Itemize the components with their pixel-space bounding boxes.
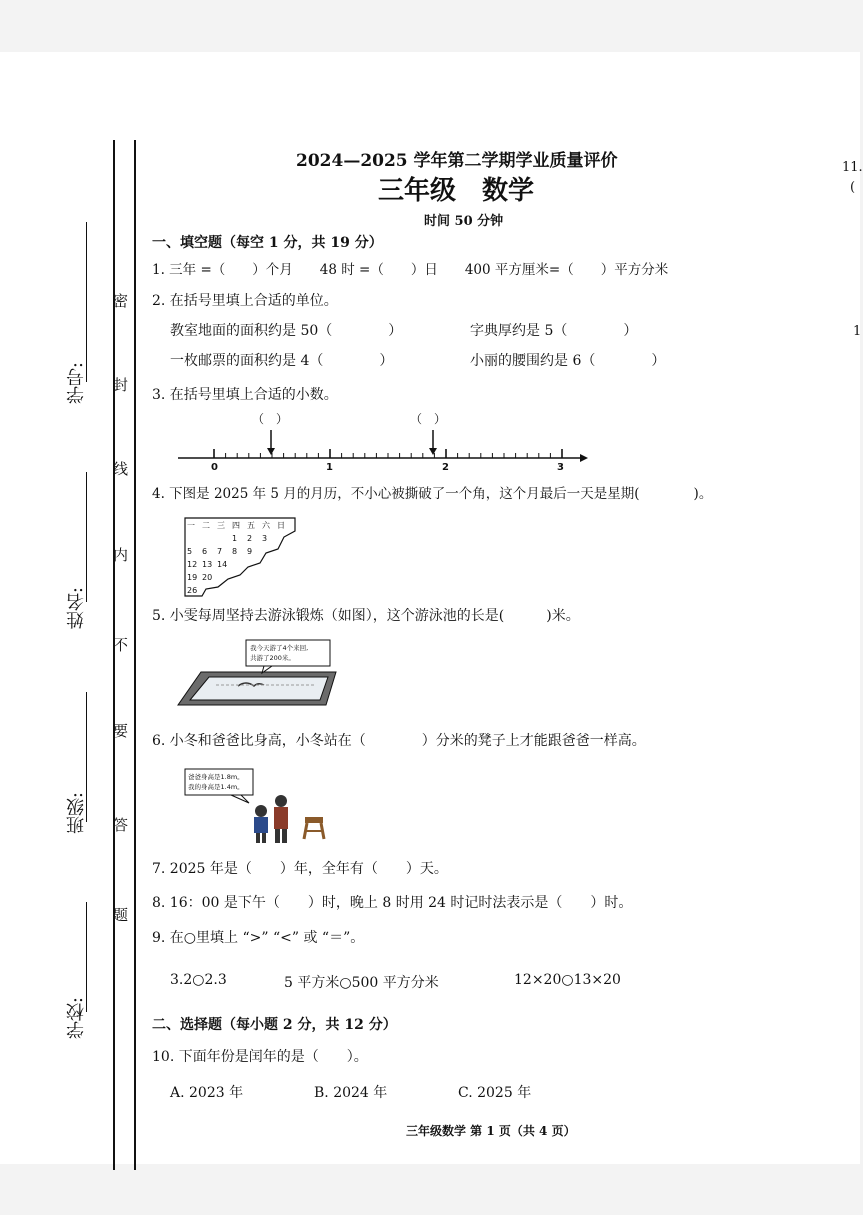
number-line-label-3: 3: [557, 462, 564, 473]
margin-rule-inner: [134, 140, 136, 1170]
pool-speech-line-2: 共游了200米。: [250, 654, 295, 662]
question-7: 7. 2025 年是（ ）年，全年有（ ）天。: [152, 861, 448, 877]
question-5: 5. 小雯每周坚持去游泳锻炼（如图），这个游泳池的长是( )米。: [152, 608, 580, 624]
calendar-day: 1: [232, 534, 238, 543]
seal-char: 答: [113, 816, 129, 834]
calendar-weekday: 二: [202, 521, 210, 530]
calendar-day: 8: [232, 547, 238, 556]
height-speech-line-1: 爸爸身高是1.8m。: [188, 773, 244, 781]
calendar-day: 13: [202, 560, 213, 569]
question-8: 8. 16：00 是下午（ ）时，晚上 8 时用 24 时记时法表示是（ ）时。: [152, 895, 633, 911]
edge-text-paren: (: [850, 180, 856, 195]
question-4: 4. 下图是 2025 年 5 月的月历，不小心被撕破了一个角，这个月最后一天是星期( )。: [152, 486, 713, 502]
question-9a: 3.2○2.3: [170, 972, 227, 988]
calendar-day: 3: [262, 534, 268, 543]
seal-char: 不: [113, 636, 129, 654]
seal-char: 内: [113, 546, 129, 564]
seal-char: 密: [113, 292, 129, 310]
calendar-day: 26: [187, 586, 198, 595]
number-line-paren-2: （ ）: [410, 412, 447, 426]
calendar-weekday: 日: [277, 521, 285, 530]
question-2: 2. 在括号里填上合适的单位。: [152, 293, 338, 309]
calendar-weekday: 三: [217, 521, 225, 530]
grade-subject: 三年级 数学: [378, 176, 535, 206]
calendar-day: 7: [217, 547, 223, 556]
calendar-weekday: 一: [187, 521, 195, 530]
seal-char: 封: [113, 376, 129, 394]
calendar-day: 6: [202, 547, 208, 556]
question-9b: 5 平方米○500 平方分米: [284, 975, 439, 991]
question-6: 6. 小冬和爸爸比身高，小冬站在（ ）分米的凳子上才能跟爸爸一样高。: [152, 733, 646, 749]
student-name-label: 姓名:: [66, 587, 87, 630]
school-blank-line: [86, 902, 87, 1012]
calendar-day: 19: [187, 573, 198, 582]
section-1-heading: 一、填空题（每空 1 分，共 19 分）: [152, 235, 383, 251]
section-2-heading: 二、选择题（每小题 2 分，共 12 分）: [152, 1017, 397, 1033]
number-line-label-2: 2: [442, 462, 449, 473]
school-label: 学校:: [66, 997, 87, 1040]
question-3: 3. 在括号里填上合适的小数。: [152, 387, 338, 403]
option-b: B. 2024 年: [314, 1085, 388, 1101]
calendar-day: 5: [187, 547, 193, 556]
calendar-day: 12: [187, 560, 198, 569]
question-2a: 教室地面的面积约是 50（ ）: [170, 323, 403, 339]
seal-char: 要: [113, 722, 129, 740]
class-label: 班级:: [66, 792, 87, 835]
question-2d: 小丽的腰围约是 6（ ）: [470, 353, 666, 369]
page-footer: 三年级数学 第 1 页（共 4 页）: [406, 1124, 576, 1138]
seal-char: 线: [113, 460, 129, 478]
time-limit: 时间 50 分钟: [424, 214, 504, 229]
torn-calendar-outline: [184, 517, 296, 597]
number-line-label-0: 0: [211, 462, 218, 473]
seal-char: 题: [113, 906, 129, 924]
question-9c: 12×20○13×20: [514, 972, 621, 988]
number-line-label-1: 1: [326, 462, 333, 473]
id-blank-line: [86, 222, 87, 382]
calendar-day: 14: [217, 560, 228, 569]
question-9: 9. 在○里填上 “>” “<” 或 “＝”。: [152, 930, 365, 946]
calendar-weekday: 五: [247, 521, 255, 530]
question-2c: 一枚邮票的面积约是 4（ ）: [170, 353, 394, 369]
edge-text-top: 11.: [842, 160, 863, 175]
height-speech-line-2: 我的身高是1.4m。: [188, 783, 244, 791]
number-line-paren-1: （ ）: [252, 412, 289, 426]
option-c: C. 2025 年: [458, 1085, 532, 1101]
calendar-weekday: 六: [262, 521, 270, 530]
option-a: A. 2023 年: [170, 1085, 244, 1101]
name-blank-line: [86, 472, 87, 602]
exam-sheet: [0, 52, 863, 1164]
calendar-day: 2: [247, 534, 253, 543]
question-1: 1. 三年 =（ ）个月 48 时 =（ ）日 400 平方厘米=（ ）平方分米: [152, 262, 669, 278]
question-10: 10. 下面年份是闰年的是（ ）。: [152, 1049, 368, 1065]
number-line: [170, 422, 590, 474]
calendar-day: 20: [202, 573, 213, 582]
calendar-day: 9: [247, 547, 253, 556]
exam-title: 2024—2025 学年第二学期学业质量评价: [296, 151, 618, 171]
question-2b: 字典厚约是 5（ ）: [470, 323, 638, 339]
student-id-label: 学号:: [66, 362, 87, 405]
pool-speech-line-1: 我今天游了4个来回,: [250, 644, 309, 652]
calendar-weekday: 四: [232, 521, 240, 530]
torn-calendar: [184, 517, 296, 597]
edge-text-mid: 1: [853, 324, 862, 339]
